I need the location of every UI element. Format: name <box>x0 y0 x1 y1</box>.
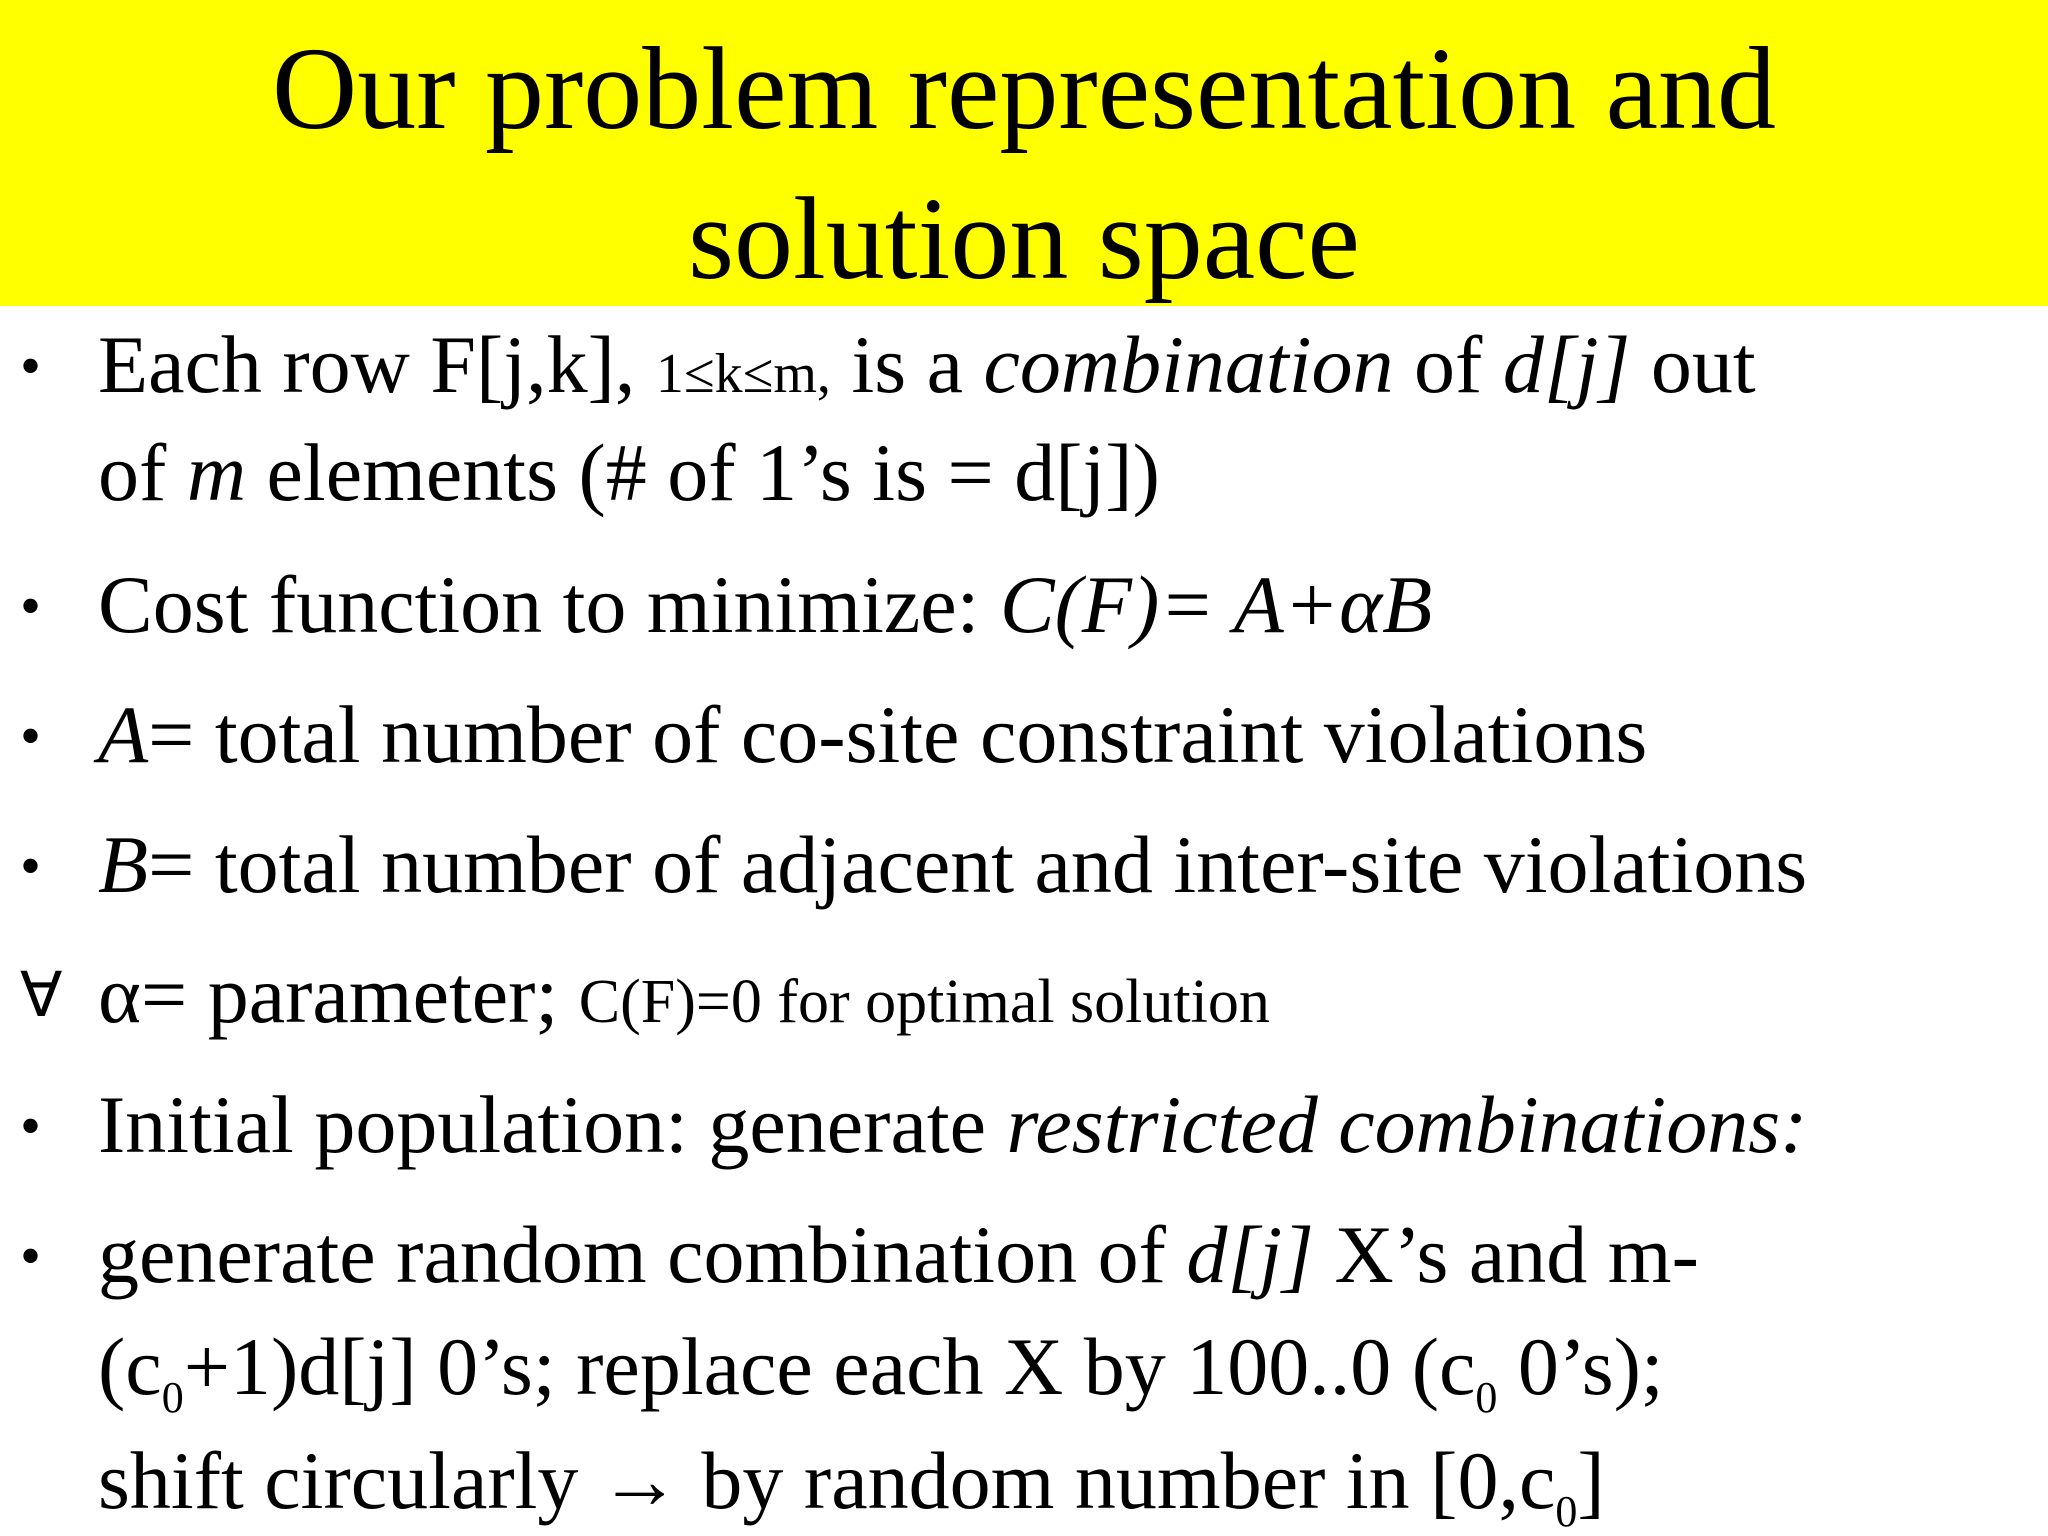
bullet-6-initial-population: Initial population: generate restricted combinations: <box>98 1079 1808 1170</box>
forall-marker: ∀ <box>20 958 63 1031</box>
bullet-marker-7: • <box>20 1223 42 1289</box>
bullet-4-b-definition: B= total number of adjacent and inter-site violations <box>98 819 1808 910</box>
bullet-7-line-1: generate random combination of d[j] X’s and m- <box>98 1209 1699 1300</box>
bullet-marker-2: • <box>20 573 42 639</box>
bullet-1-line-1: Each row F[j,k], 1≤k≤m, is a combination of d[j] out <box>98 319 1756 410</box>
bullet-2-cost-function: Cost function to minimize: C(F)= A+αB <box>98 559 1433 650</box>
slide-title-line-2: solution space <box>688 173 1360 304</box>
bullet-7-line-2: $(c_0+1)d[j]$ 0’s; replace each X by 100..0 ($c_0$ 0’s); <box>98 1321 1664 1422</box>
slide-title-line-1: Our problem representation and <box>272 23 1776 154</box>
bullet-3-a-definition: A= total number of co-site constraint violations <box>98 689 1648 780</box>
bullet-marker-1: • <box>20 333 42 399</box>
bullet-7-line-3: shift circularly → by random number in $[0,c_0]$ <box>98 1435 1605 1536</box>
bullet-1-line-2: of m elements (# of 1’s is = d[j]) <box>98 427 1160 518</box>
bullet-5-alpha-parameter: α= parameter; C(F)=0 for optimal solution <box>98 949 1270 1040</box>
bullet-marker-6: • <box>20 1093 42 1159</box>
title-band <box>0 0 2048 306</box>
bullet-marker-3: • <box>20 703 42 769</box>
bullet-marker-4: • <box>20 833 42 899</box>
